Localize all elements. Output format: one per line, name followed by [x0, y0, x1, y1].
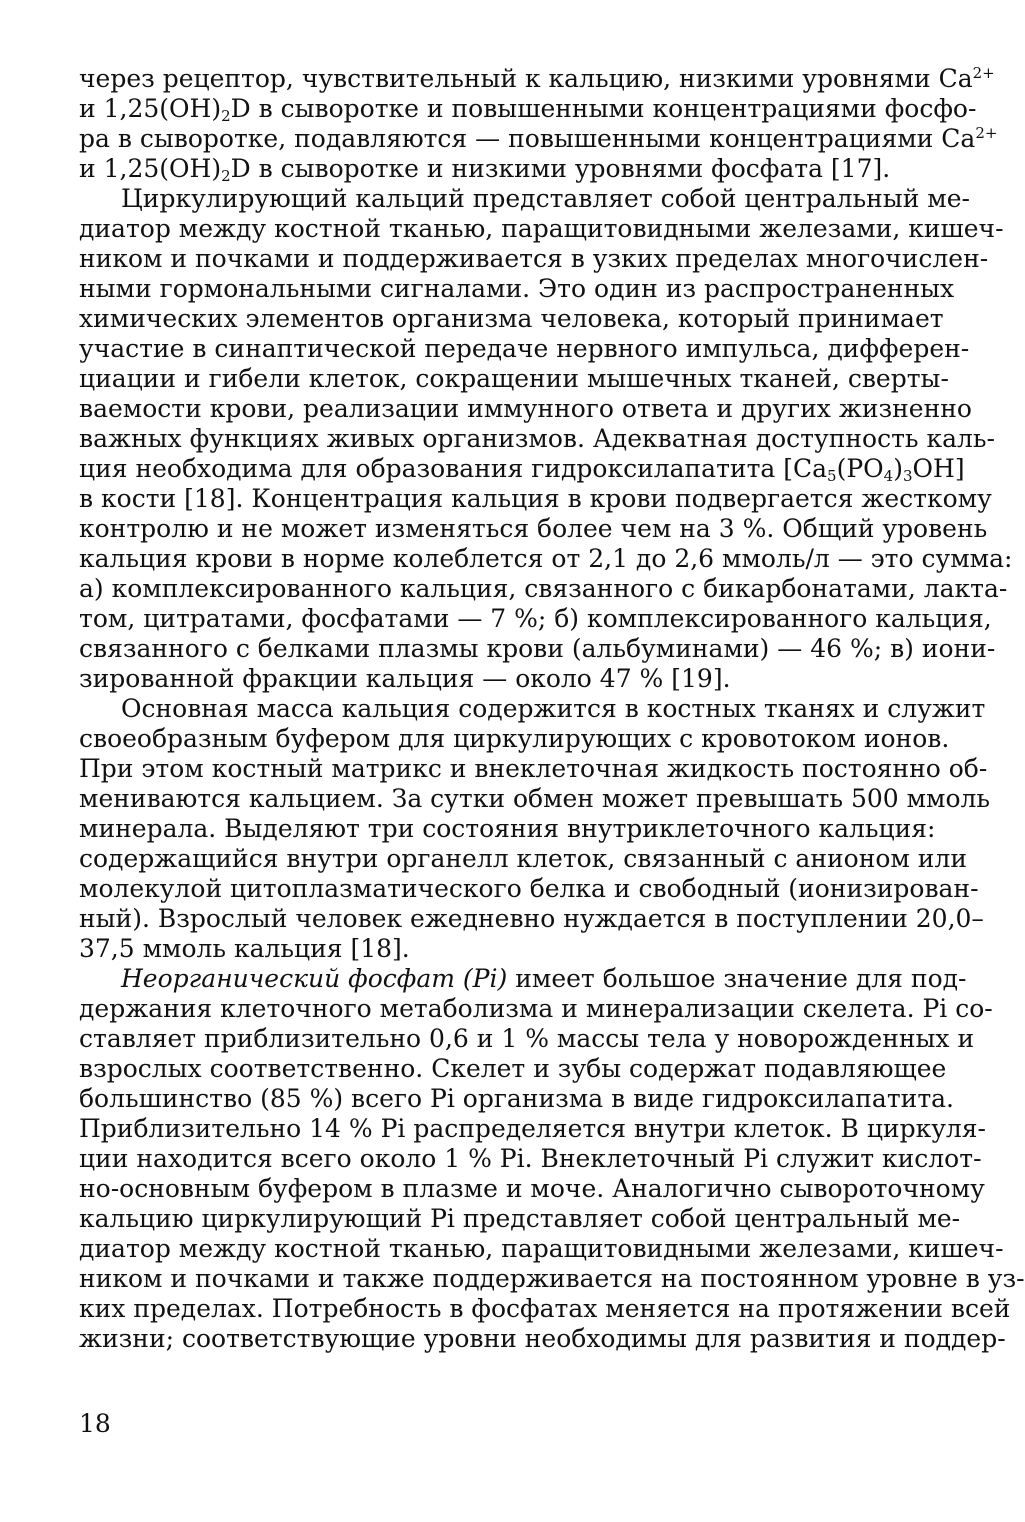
text-line — [79, 304, 944, 334]
text-segment: Неорганический фосфат (Pi) — [121, 964, 508, 993]
text-segment: кальцию циркулирующий Pi представляет собой центральный ме- — [79, 1204, 961, 1233]
text-segment: 2+ — [975, 124, 998, 142]
text-line — [79, 94, 977, 125]
text-segment: важных функциях живых организмов. Адекватная доступность каль- — [79, 424, 995, 453]
text-line — [79, 604, 992, 634]
text-line — [79, 694, 986, 724]
text-segment: связанного с белками плазмы крови (альбуминами) — 46 %; в) иони- — [79, 634, 996, 663]
text-line — [79, 1144, 982, 1174]
text-segment: Основная масса кальция содержится в костных тканях и служит — [121, 694, 986, 723]
text-line — [79, 184, 970, 214]
text-segment: через рецептор, чувствительный к кальцию, низкими уровнями Ca — [79, 64, 973, 93]
page-number: 18 — [79, 1409, 111, 1438]
text-segment: в кости [18]. Концентрация кальция в крови подвергается жесткому — [79, 484, 992, 513]
text-line — [79, 574, 1008, 604]
text-line — [79, 154, 932, 184]
text-segment: и 1,25(OH) — [79, 94, 222, 123]
text-segment: D в сыворотке и повышенными концентрациями фосфо- — [230, 94, 977, 123]
text-segment: и 1,25(OH) — [79, 154, 222, 183]
text-segment: диатор между костной тканью, паращитовидными железами, кишеч- — [79, 1234, 1004, 1263]
text-line — [79, 724, 950, 754]
text-line — [79, 844, 968, 874]
text-line — [79, 64, 995, 94]
text-segment: ными гормональными сигналами. Это один из распространенных — [79, 274, 955, 303]
text-segment: ставляет приблизительно 0,6 и 1 % массы тела у новорожденных и — [79, 1024, 975, 1053]
text-segment: ция необходима для образования гидроксилапатита [Ca — [79, 454, 828, 483]
text-line — [79, 1294, 1011, 1324]
text-line — [79, 1264, 1025, 1294]
text-line — [79, 664, 932, 694]
text-line — [79, 1054, 947, 1084]
text-segment: жизни; соответствующие уровни необходимы для развития и поддер- — [79, 1324, 1006, 1353]
text-segment: участие в синаптической передаче нервного импульса, дифферен- — [79, 334, 970, 363]
text-segment: ких пределах. Потребность в фосфатах меняется на протяжении всей — [79, 1294, 1011, 1323]
text-segment: минерала. Выделяют три состояния внутриклеточного кальция: — [79, 814, 936, 843]
body-text — [79, 64, 1025, 1354]
text-segment: диатор между костной тканью, паращитовидными железами, кишеч- — [79, 214, 1004, 243]
text-segment: ником и почками и поддерживается в узких пределах многочислен- — [79, 244, 989, 273]
text-segment: молекулой цитоплазматического белка и свободный (ионизирован- — [79, 874, 979, 903]
text-segment: своеобразным буфером для циркулирующих с кровотоком ионов. — [79, 724, 950, 753]
text-segment: (PO — [836, 454, 884, 483]
text-segment: а) комплексированного кальция, связанного с бикарбонатами, лакта- — [79, 574, 1008, 603]
text-segment: контролю и не может изменяться более чем на 3 %. Общий уровень — [79, 514, 988, 543]
text-line — [79, 1024, 975, 1054]
text-segment: 2 — [221, 167, 231, 185]
paragraph-bone-calcium — [79, 694, 991, 964]
text-segment: OH] — [912, 454, 965, 483]
text-line — [79, 1234, 1004, 1264]
paragraph-inorganic-phosphate — [79, 964, 1025, 1354]
text-line — [79, 754, 988, 784]
text-line — [79, 1084, 954, 1114]
text-line — [79, 364, 949, 394]
text-segment: ) — [893, 454, 903, 483]
text-segment: большинство (85 %) всего Pi организма в виде гидроксилапатита. — [79, 1084, 954, 1113]
text-segment: циации и гибели клеток, сокращении мышечных тканей, сверты- — [79, 364, 949, 393]
text-segment: химических элементов организма человека, который принимает — [79, 304, 944, 333]
text-segment: взрослых соответственно. Скелет и зубы содержат подавляющее — [79, 1054, 947, 1083]
text-line — [79, 514, 988, 544]
text-line — [79, 814, 936, 844]
text-segment: держания клеточного метаболизма и минерализации скелета. Pi со- — [79, 994, 993, 1023]
text-line — [79, 274, 955, 304]
text-segment: Приблизительно 14 % Pi распределяется внутри клеток. В циркуля- — [79, 1114, 987, 1143]
text-line — [79, 394, 972, 424]
text-segment: 3 — [902, 467, 913, 485]
text-line — [79, 874, 979, 904]
text-line — [79, 1324, 1006, 1354]
text-line — [79, 334, 970, 364]
text-line — [79, 784, 991, 814]
text-line — [79, 244, 989, 274]
text-segment: 37,5 ммоль кальция [18]. — [79, 934, 410, 963]
text-line — [79, 994, 993, 1024]
text-line — [79, 544, 1013, 574]
text-line — [79, 934, 932, 964]
text-line — [79, 484, 992, 514]
text-line — [79, 1114, 987, 1144]
text-line — [79, 1174, 985, 1204]
text-segment: имеет большое значение для под- — [507, 964, 967, 993]
paragraph-receptor-regulation — [79, 64, 998, 185]
text-segment: ции находится всего около 1 % Pi. Внеклеточный Pi служит кислот- — [79, 1144, 982, 1173]
text-segment: 2+ — [972, 64, 995, 82]
text-segment: 4 — [883, 467, 894, 485]
text-segment: 5 — [827, 467, 837, 485]
text-line — [79, 424, 995, 454]
text-segment: ваемости крови, реализации иммунного ответа и других жизненно — [79, 394, 972, 423]
text-line — [79, 454, 965, 485]
text-segment: том, цитратами, фосфатами — 7 %; б) комплексированного кальция, — [79, 604, 992, 633]
text-line — [79, 124, 998, 154]
text-segment: При этом костный матрикс и внеклеточная жидкость постоянно об- — [79, 754, 988, 783]
text-line — [79, 214, 1004, 244]
text-segment: ником и почками и также поддерживается на постоянном уровне в уз- — [79, 1264, 1025, 1293]
text-segment: ный). Взрослый человек ежедневно нуждается в поступлении 20,0– — [79, 904, 984, 933]
text-line — [79, 904, 984, 934]
text-segment: 2 — [221, 107, 231, 125]
text-segment: ра в сыворотке, подавляются — повышенными концентрациями Ca — [79, 124, 976, 153]
text-segment: зированной фракции кальция — около 47 % [19]. — [79, 664, 731, 693]
text-line — [79, 964, 967, 994]
text-segment: но-основным буфером в плазме и моче. Аналогично сывороточному — [79, 1174, 985, 1203]
paragraph-circulating-calcium — [79, 184, 1013, 694]
text-segment: Циркулирующий кальций представляет собой центральный ме- — [121, 184, 970, 213]
text-segment: кальция крови в норме колеблется от 2,1 до 2,6 ммоль/л — это сумма: — [79, 544, 1013, 573]
text-segment: мениваются кальцием. За сутки обмен может превышать 500 ммоль — [79, 784, 991, 813]
text-segment: содержащийся внутри органелл клеток, связанный с анионом или — [79, 844, 968, 873]
text-line — [79, 634, 996, 664]
text-line — [79, 1204, 961, 1234]
text-segment: D в сыворотке и низкими уровнями фосфата [17]. — [230, 154, 891, 183]
